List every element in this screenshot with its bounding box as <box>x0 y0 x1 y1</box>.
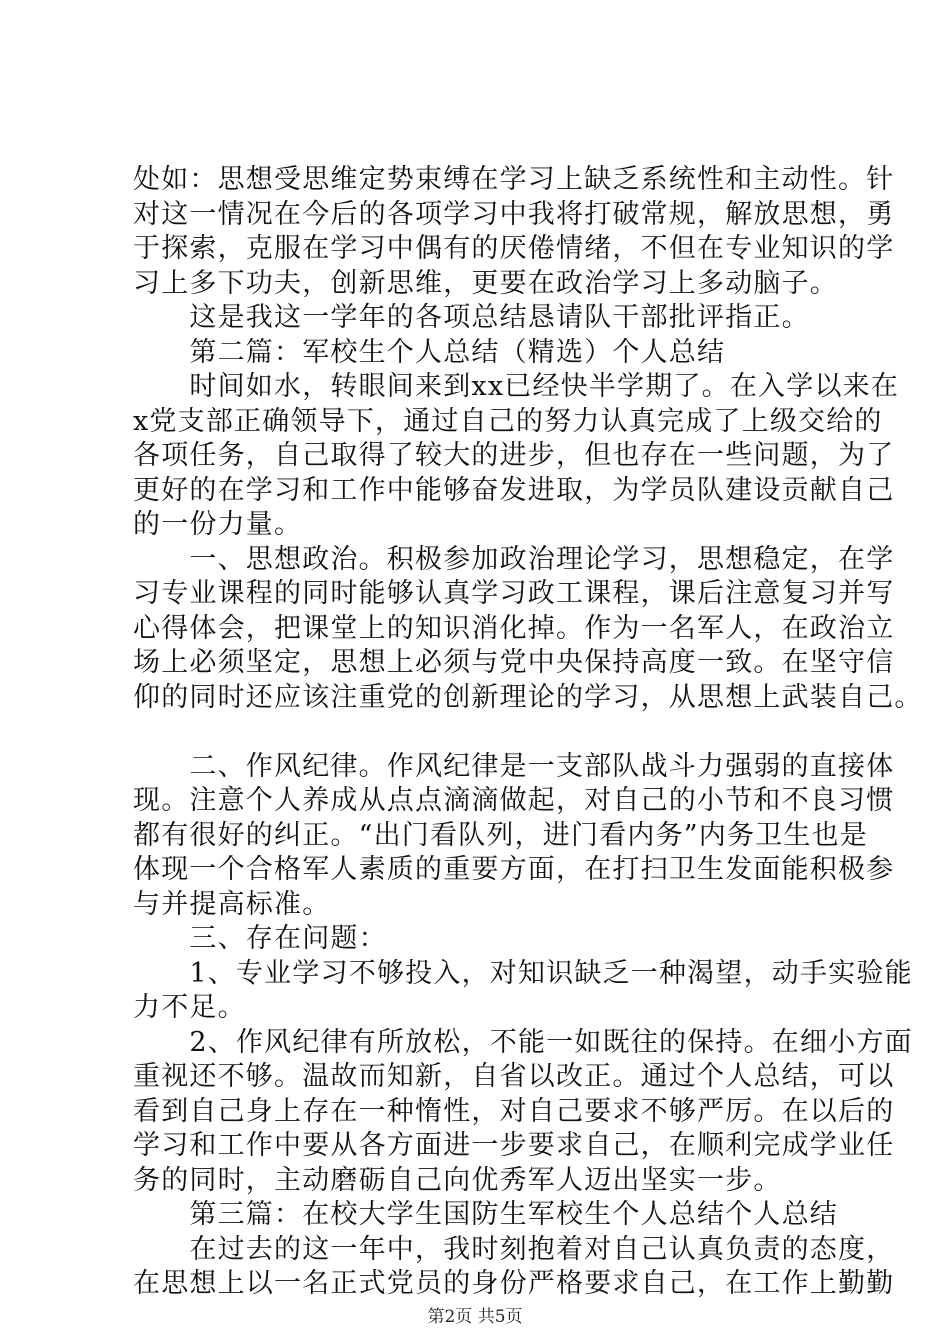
text-line: 三、存在问题： <box>133 923 387 954</box>
text-line: 各项任务，自己取得了较大的进步，但也存在一些问题，为了 <box>133 440 895 471</box>
text-line: 学习和工作中要从各方面进一步要求自己，在顺利完成学业任 <box>133 1130 895 1161</box>
document-body <box>133 163 923 1302</box>
text-line: 一、思想政治。积极参加政治理论学习，思想稳定，在学 <box>133 543 895 575</box>
text-line: 务的同时，主动磨砺自己向优秀军人迈出坚实一步。 <box>133 1164 782 1196</box>
text-line: 心得体会，把课堂上的知识消化掉。作为一名军人，在政治立 <box>133 612 895 644</box>
text-line: 力不足。 <box>133 992 246 1023</box>
text-line: 二、作风纪律。作风纪律是一支部队战斗力强弱的直接体 <box>133 750 895 782</box>
section-heading: 第二篇：军校生个人总结（精选）个人总结 <box>133 336 726 368</box>
text-line: 在过去的这一年中，我时刻抱着对自己认真负责的态度， <box>133 1233 895 1265</box>
text-line: 更好的在学习和工作中能够奋发进取，为学员队建设贡献自己 <box>133 474 895 506</box>
text-line: 现。注意个人养成从点点滴滴做起，对自己的小节和不良习惯 <box>133 785 895 816</box>
text-line: x党支部正确领导下，通过自己的努力认真完成了上级交给的 <box>133 405 883 437</box>
text-line: 重视还不够。温故而知新，自省以改正。通过个人总结，可以 <box>133 1061 895 1092</box>
text-line: 仰的同时还应该注重党的创新理论的学习，从思想上武装自己。 <box>133 681 923 713</box>
text-line: 与并提高标准。 <box>133 888 331 920</box>
text-line: 在思想上以一名正式党员的身份严格要求自己，在工作上勤勤 <box>133 1268 895 1299</box>
text-line: 看到自己身上存在一种惰性，对自己要求不够严厉。在以后的 <box>133 1095 895 1127</box>
text-line: 对这一情况在今后的各项学习中我将打破常规，解放思想，勇 <box>133 198 895 230</box>
text-line: 都有很好的纠正。“出门看队列，进门看内务”内务卫生也是 <box>133 819 869 851</box>
section-heading: 第三篇：在校大学生国防生军校生个人总结个人总结 <box>133 1199 838 1230</box>
text-line: 体现一个合格军人素质的重要方面，在打扫卫生发面能积极参 <box>133 854 895 885</box>
text-line: 处如：思想受思维定势束缚在学习上缺乏系统性和主动性。针 <box>133 164 895 195</box>
text-line: 这是我这一学年的各项总结恳请队干部批评指正。 <box>133 302 810 333</box>
text-line: 时间如水，转眼间来到xx已经快半学期了。在入学以来在 <box>133 371 900 402</box>
text-line: 2、作风纪律有所放松，不能一如既往的保持。在细小方面 <box>133 1026 913 1058</box>
text-line: 于探索，克服在学习中偶有的厌倦情绪，不但在专业知识的学 <box>133 233 895 264</box>
text-line: 习专业课程的同时能够认真学习政工课程，课后注意复习并写 <box>133 578 895 609</box>
text-line: 1、专业学习不够投入，对知识缺乏一种渴望，动手实验能 <box>133 957 913 989</box>
text-line: 习上多下功夫，创新思维，更要在政治学习上多动脑子。 <box>133 267 838 299</box>
page-number-footer: 第2页 共5页 <box>427 1307 523 1327</box>
text-line: 的一份力量。 <box>133 509 303 540</box>
blank-line <box>133 715 833 750</box>
text-line: 场上必须坚定，思想上必须与党中央保持高度一致。在坚守信 <box>133 647 895 678</box>
